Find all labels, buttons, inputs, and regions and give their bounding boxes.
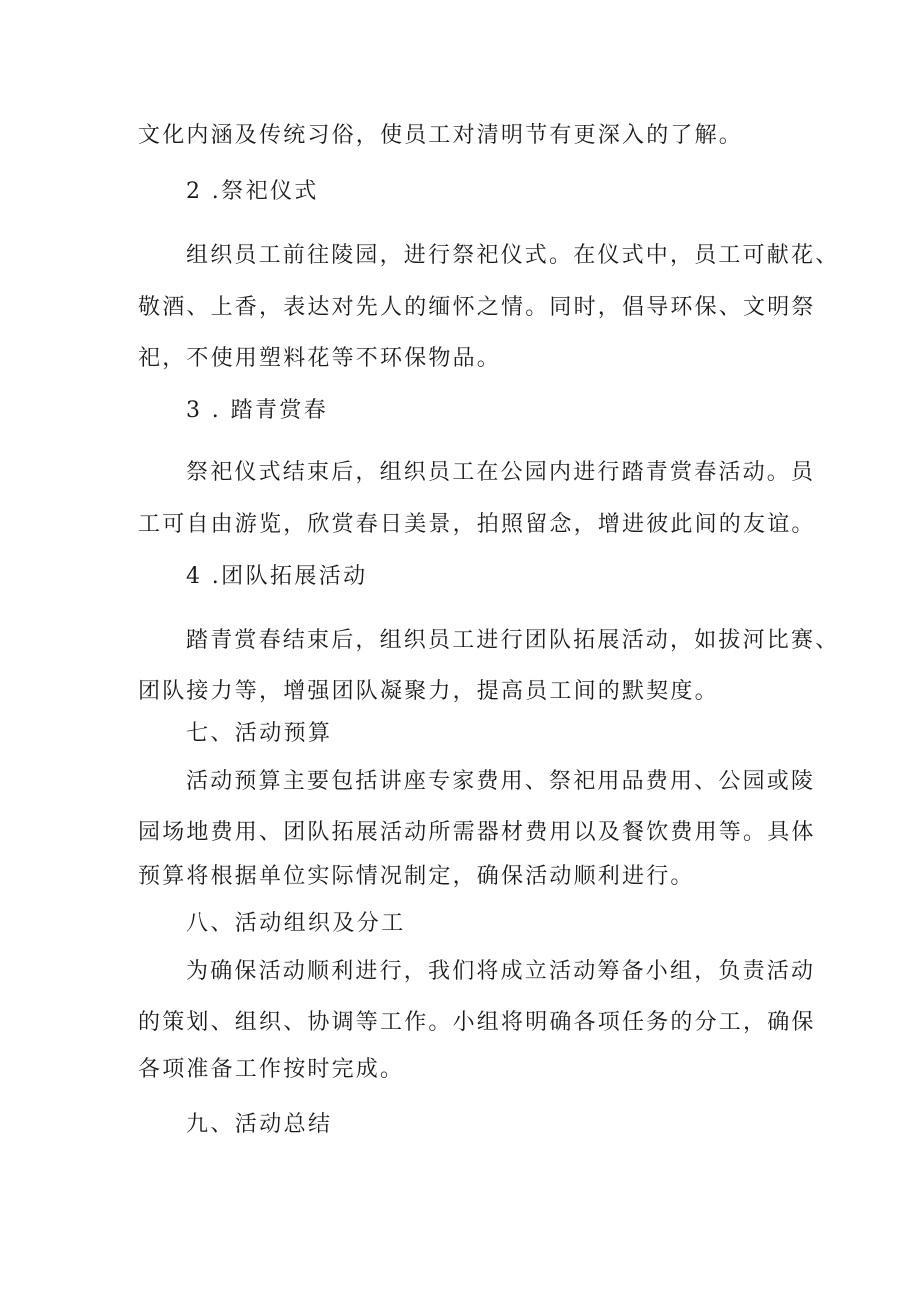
section-heading-budget: 七、活动预算 xyxy=(186,721,333,746)
section-heading-spring-outing: 3 . 踏青赏春 xyxy=(186,398,329,423)
paragraph-line: 组织员工前往陵园，进行祭祀仪式。在仪式中，员工可献花、 xyxy=(186,243,840,268)
section-heading-team-building: 4 .团队拓展活动 xyxy=(186,564,368,589)
paragraph-line: 为确保活动顺利进行，我们将成立活动筹备小组，负责活动 xyxy=(186,959,816,984)
paragraph-line: 工可自由游览，欣赏春日美景，拍照留念，增进彼此间的友谊。 xyxy=(138,512,816,537)
section-heading-organization: 八、活动组织及分工 xyxy=(186,911,406,936)
paragraph-line: 园场地费用、团队拓展活动所需器材费用以及餐饮费用等。具体 xyxy=(138,820,816,845)
paragraph-line: 团队接力等，增强团队凝聚力，提高员工间的默契度。 xyxy=(138,679,719,704)
paragraph-line: 祭祀仪式结束后，组织员工在公园内进行踏青赏春活动。员 xyxy=(186,460,816,485)
paragraph-line: 踏青赏春结束后，组织员工进行团队拓展活动，如拔河比赛、 xyxy=(186,628,840,653)
paragraph-line: 各项准备工作按时完成。 xyxy=(138,1057,405,1082)
paragraph-line: 敬酒、上香，表达对先人的缅怀之情。同时，倡导环保、文明祭 xyxy=(138,295,816,320)
paragraph-line: 预算将根据单位实际情况制定，确保活动顺利进行。 xyxy=(138,864,695,889)
paragraph-line: 祀，不使用塑料花等不环保物品。 xyxy=(138,346,502,371)
section-heading-summary: 九、活动总结 xyxy=(186,1112,333,1137)
section-heading-sacrifice: 2 .祭祀仪式 xyxy=(186,179,319,204)
continuation-text: 文化内涵及传统习俗，使员工对清明节有更深入的了解。 xyxy=(138,123,744,148)
paragraph-line: 的策划、组织、协调等工作。小组将明确各项任务的分工，确保 xyxy=(138,1010,816,1035)
paragraph-line: 活动预算主要包括讲座专家费用、祭祀用品费用、公园或陵 xyxy=(186,769,816,794)
